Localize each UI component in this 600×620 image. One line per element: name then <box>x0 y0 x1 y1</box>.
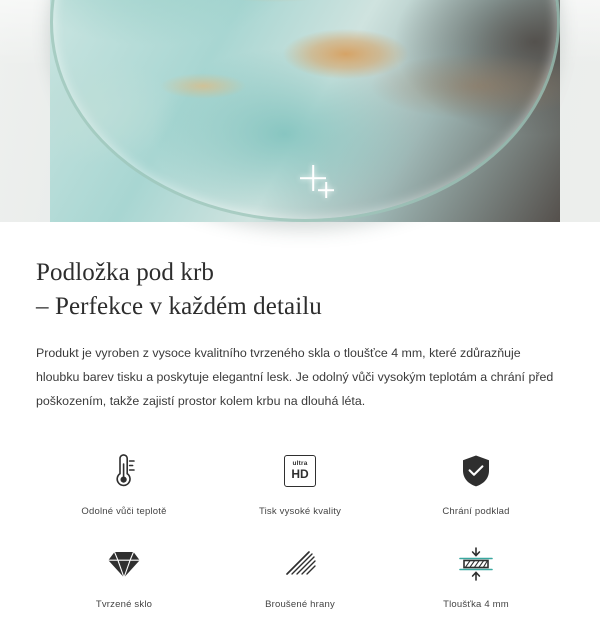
feature-item-surface-protection <box>388 440 564 527</box>
feature-item-thickness <box>388 533 564 620</box>
feature-label: Odolné vůči teplotě <box>81 505 167 517</box>
feature-label: Tisk vysoké kvality <box>258 505 342 517</box>
thickness-icon <box>453 541 499 587</box>
feature-item-polished-edges <box>212 533 388 620</box>
feature-item-tempered-glass <box>36 533 212 620</box>
headline-line-1: Podložka pod krb <box>36 259 214 286</box>
thermometer-icon <box>101 448 147 494</box>
feature-label: Tvrzené sklo <box>95 598 153 610</box>
feature-item-print-quality <box>212 440 388 527</box>
ultra-hd-badge-top: ultra <box>292 459 308 467</box>
headline-line-2: – Perfekce v každém detailu <box>36 292 322 320</box>
hero-image <box>0 0 600 222</box>
page-title <box>36 256 564 323</box>
product-description-text: Produkt je vyroben z vysoce kvalitního tvrzeného skla o tloušťce 4 mm, které zdůrazňuje hloubku barev tisku a poskytuje elegantní lesk. Je odolný vůči vysokým teplotám a chrání před poškozením, takže zajistí prostor kolem krbu na dlouhá léta. <box>36 346 554 409</box>
ultra-hd-icon <box>277 448 323 494</box>
feature-grid <box>36 440 564 620</box>
diamond-icon <box>101 541 147 587</box>
shield-check-icon <box>453 448 499 494</box>
content-area <box>0 256 600 620</box>
feature-label: Chrání podklad <box>442 505 510 517</box>
feature-label: Tloušťka 4 mm <box>443 598 509 610</box>
polished-edges-icon <box>277 541 323 587</box>
feature-label: Broušené hrany <box>265 598 335 610</box>
glass-disc-product-image <box>50 0 560 222</box>
ultra-hd-badge-main: HD <box>291 467 309 482</box>
feature-item-temperature <box>36 440 212 527</box>
